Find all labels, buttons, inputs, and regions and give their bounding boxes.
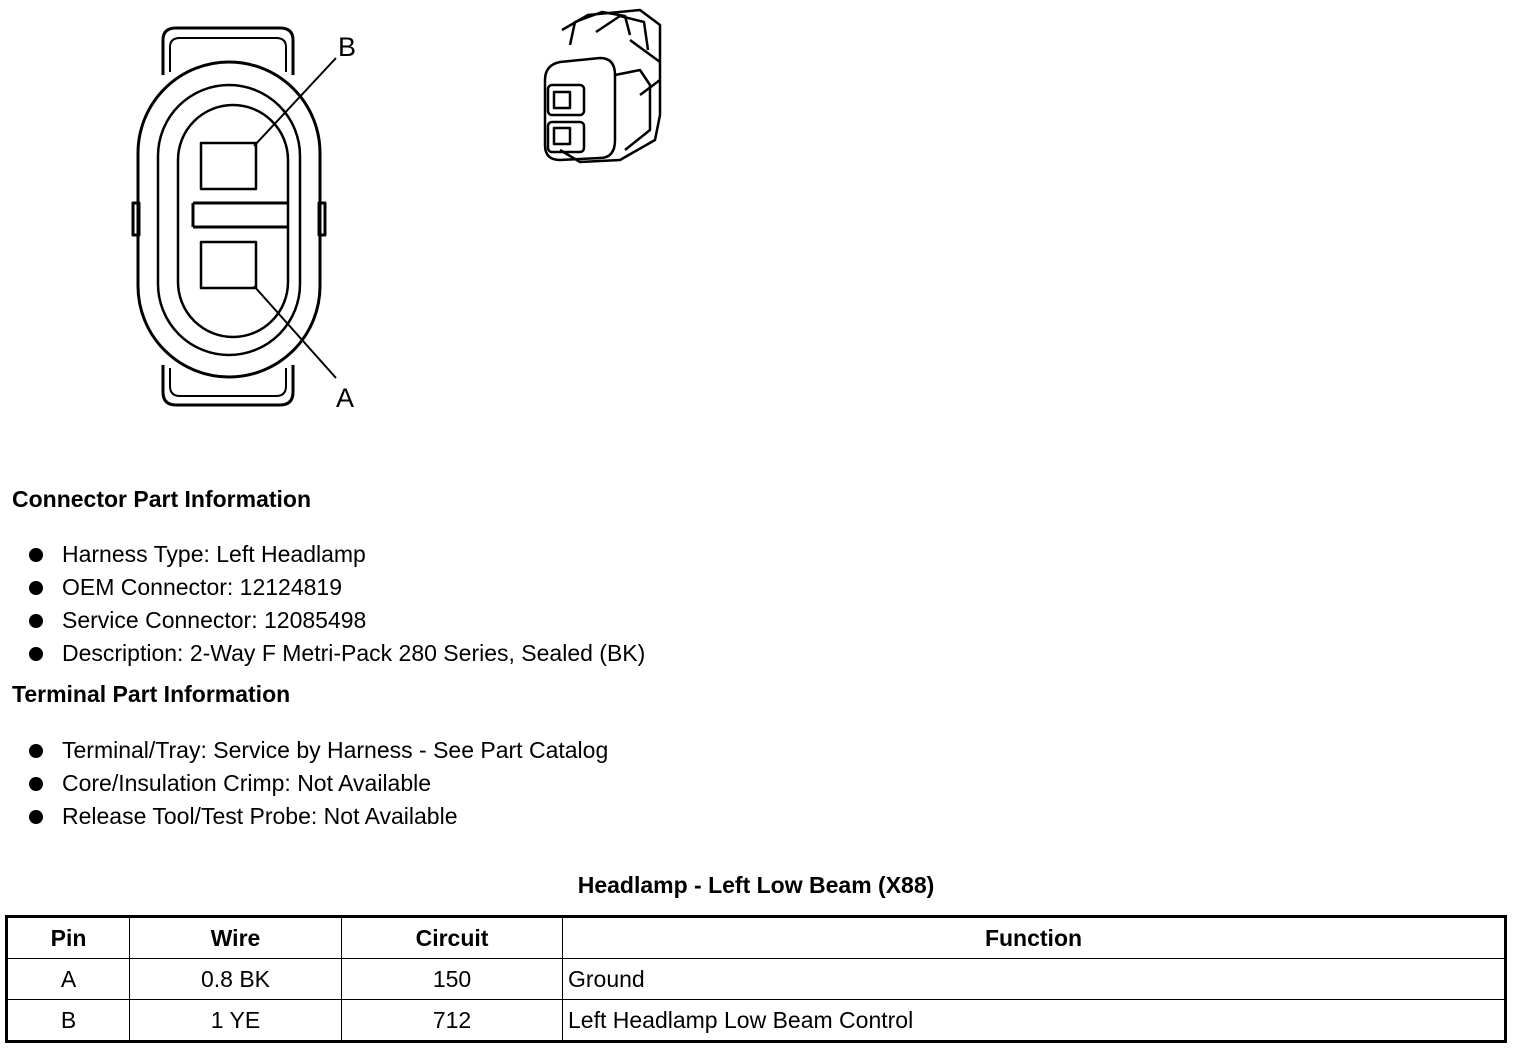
cell-pin: A bbox=[7, 959, 130, 1000]
cell-function: Left Headlamp Low Beam Control bbox=[563, 1000, 1506, 1042]
header-function: Function bbox=[563, 917, 1506, 959]
cell-circuit: 712 bbox=[342, 1000, 563, 1042]
header-wire: Wire bbox=[130, 917, 342, 959]
table-row bbox=[7, 959, 1506, 1000]
list-item: Description: 2-Way F Metri-Pack 280 Series, Sealed (BK) bbox=[27, 637, 645, 670]
list-item: Service Connector: 12085498 bbox=[27, 604, 645, 637]
pin-table-title: Headlamp - Left Low Beam (X88) bbox=[577, 872, 935, 898]
terminal-info-list bbox=[27, 734, 608, 833]
pin-table bbox=[5, 915, 1507, 1043]
list-item: Terminal/Tray: Service by Harness - See Part Catalog bbox=[27, 734, 608, 767]
list-item: Harness Type: Left Headlamp bbox=[27, 538, 645, 571]
connector-info-list bbox=[27, 538, 645, 670]
header-circuit: Circuit bbox=[342, 917, 563, 959]
connector-isometric-view bbox=[545, 10, 660, 162]
cell-wire: 1 YE bbox=[130, 1000, 342, 1042]
header-pin: Pin bbox=[7, 917, 130, 959]
list-item: Core/Insulation Crimp: Not Available bbox=[27, 767, 608, 800]
connector-info-title: Connector Part Information bbox=[12, 486, 312, 512]
connector-face-view bbox=[0, 0, 1520, 450]
cell-wire: 0.8 BK bbox=[130, 959, 342, 1000]
table-header-row bbox=[7, 917, 1506, 959]
table-row bbox=[7, 1000, 1506, 1042]
terminal-info-title: Terminal Part Information bbox=[12, 681, 291, 707]
connector-diagram bbox=[0, 0, 1520, 450]
list-item: OEM Connector: 12124819 bbox=[27, 571, 645, 604]
cell-function: Ground bbox=[563, 959, 1506, 1000]
cell-circuit: 150 bbox=[342, 959, 563, 1000]
cell-pin: B bbox=[7, 1000, 130, 1042]
pin-a-label: A bbox=[336, 383, 355, 413]
pin-b-label: B bbox=[338, 32, 357, 62]
list-item: Release Tool/Test Probe: Not Available bbox=[27, 800, 608, 833]
